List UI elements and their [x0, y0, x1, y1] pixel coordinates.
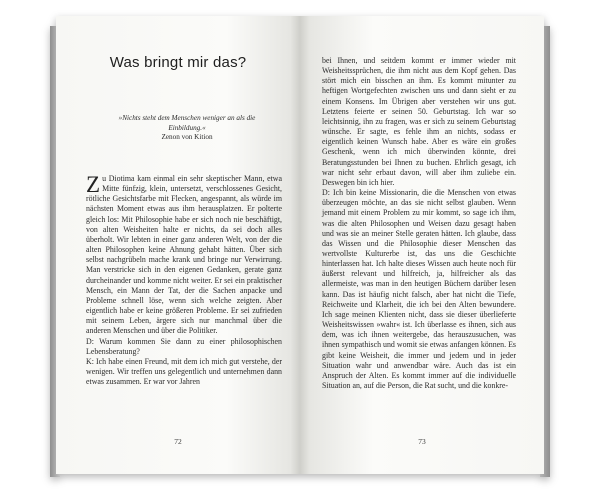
open-book [56, 16, 544, 479]
paragraph-text: u Diotima kam einmal ein sehr skeptischer Mann, etwa Mitte fünfzig, klein, untersetzt, verschlossenes Gesicht, rötliche Gesichtsfarbe mit Flecken, angespannt, als würde im nächsten Moment etwas aus ihm herausplatzen. Er polterte gleich los: Mit Philosophie habe er sich noch nie beschäftigt, von alten Weisheiten halte er nichts, da sei doch alles überholt. Wir lebten in einer ganz anderen Welt, von der die alten Philosophen keine Ahnung gehabt hätten. Über sich selbst nachgrübeln mache krank und bringe nur Verwirrung. Man verstricke sich in den eigenen Gedanken, gerate ganz durcheinander und komme nicht weiter. Er sei ein praktischer Mensch, ein Mann der Tat, der die Sachen anpacke und Probleme schnell löse, wenn sich welche zeigten. Aber eigentlich habe er keine größeren Probleme. Er sei zufrieden mit seinem Leben, ärgere sich nur manchmal über die anderen Menschen und über die Politiker. [86, 174, 282, 336]
page-number-right: 73 [418, 437, 426, 446]
paragraph: K: Ich habe einen Freund, mit dem ich mich gut verstehe, der wenigen. Wir treffen uns gelegentlich und unternehmen dann etwas zusammen. Er war vor Jahren [86, 356, 282, 387]
paragraph [86, 174, 282, 337]
right-page [300, 16, 544, 474]
epigraph [112, 114, 262, 143]
epigraph-quote: »Nichts steht dem Menschen weniger an als die Einbildung.« [118, 114, 256, 132]
paragraph: D: Warum kommen Sie dann zu einer philosophischen Lebensberatung? [86, 336, 282, 356]
page-number-left: 72 [174, 437, 182, 446]
left-page [56, 16, 300, 474]
chapter-heading: Was bringt mir das? [109, 54, 247, 71]
paragraph: bei Ihnen, und seitdem kommt er immer wieder mit Weisheitssprüchen, die ihm nicht aus dem Kopf gehen. Das stört mich ein bisschen an ihm. Es kommt mitunter zu heftigen Wortgefechten zwischen uns und dann sieht er zu einem Konsens. Im Übrigen aber verstehen wir uns gut. Letztens feierte er seinen 50. Geburtstag. Ich war so leichtsinnig, ihn zu fragen, was er sich zu seinem Geburtstag wünsche. Er sagte, es fehle ihm an nichts, sodass er eigentlich keinen Wunsch habe. Aber es wäre ein großes Geschenk, wenn ich mich überwinden könnte, drei Beratungsstunden bei Ihnen zu buchen. Ehrlich gesagt, ich war nicht sehr erbaut davon, will aber ihm zuliebe ein. Deswegen bin ich hier. [322, 56, 516, 187]
epigraph-author: Zenon von Kition [161, 133, 213, 142]
right-page-body [322, 56, 516, 391]
paragraph: D: Ich bin keine Missionarin, die die Menschen von etwas überzeugen möchte, an das sie nicht selbst glauben. Wenn jemand mit einem Problem zu mir kommt, so sage ich ihm, was die alten Philosophen und Weisen dazu gesagt haben und was sie an meiner Stelle geraten hätten. Ich glaube, dass das Wissen und die Philosophie dieser Menschen das wertvollste Kulturerbe ist, das uns die Geschichte hinterlassen hat. Ich halte dieses Wissen auch heute noch für äußerst relevant und hilfreich, ja, hilfreicher als das allermeiste, was man in den heutigen Büchern darüber lesen kann. Das ist häufig nicht falsch, aber hat nicht die Tiefe, Reichweite und Klarheit, die ich bei den Alten bewundere. Ich sage meinen Klienten nicht, dass sie dieser überlieferte Weisheitswissen »wahr« ist. Ich überlasse es ihnen, sich aus dem, was ich ihnen weitergebe, das herauszusuchen, was ihnen sympathisch und womit sie etwas anfangen können. Es gibt keine Weisheit, die immer und jedem und in jeder Situation wahr und anwendbar wäre. Auch das ist ein Anspruch der Alten. Es kommt immer auf die individuelle Situation an, auf die Person, die Rat sucht, und die konkre- [322, 188, 516, 390]
left-page-body [86, 174, 282, 387]
drop-cap: Z [86, 172, 101, 197]
